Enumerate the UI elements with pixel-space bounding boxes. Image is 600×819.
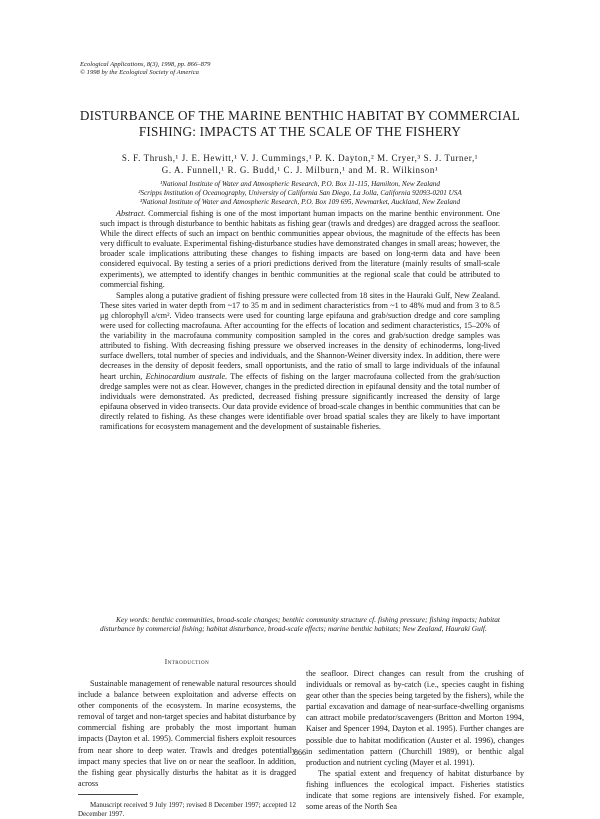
species-name: Echinocardium australe [145,371,226,381]
copyright-notice: © 1998 by the Ecological Society of America [80,69,199,76]
abstract-paragraph [100,291,500,432]
body-paragraph: Sustainable management of renewable natural resources should include a balance between exploitation and adverse effects on other components of the ecosystem. In marine ecosystems, the removal of target and non-target species and habitat disturbance by commercial fishing are probably the most important human impacts (Dayton et al. 1995). Commercial fishers exploit resources from near shore to deep water. Trawls and dredges potentially impact many species that live on or near the seafloor. In addition, the fishing gear physically disturbs the habitat as it is dragged across [78,679,296,788]
abstract-label: Abstract. [116,209,146,218]
section-heading-introduction: Introduction [164,658,210,666]
body-paragraph: The spatial extent and frequency of habitat disturbance by fishing influences the ecological impact. Fisheries statistics indicate that some regions are intensively fished. For example, some areas of the North Sea [306,768,524,812]
abstract-paragraph [100,209,500,290]
affiliations [70,180,530,208]
body-column-right [306,668,524,812]
abstract [100,209,500,432]
article-title: DISTURBANCE OF THE MARINE BENTHIC HABITAT BY COMMERCIAL FISHING: IMPACTS AT THE SCALE OF THE FISHERY [79,108,521,139]
journal-citation: Ecological Applications, 8(3), 1998, pp. 866–879 [80,61,211,68]
manuscript-footnote: Manuscript received 9 July 1997; revised 8 December 1997; accepted 12 December 1997. [78,800,296,818]
body-paragraph: the seafloor. Direct changes can result from the crushing of individuals or removal as by-catch (i.e., species caught in fishing gear other than the species being targeted by the fishers), while the partial excavation and damage of near-surface-dwelling organisms can attract mobile predator/scavengers (Britton and Morton 1994, Kaiser and Spencer 1994, Dayton et al. 1995). Further changes are possible due to habitat modification (Auster et al. 1996), changes in sedimentation pattern (Churchill 1989), or benthic algal production and nutrient cycling (Mayer et al. 1991). [306,669,524,767]
affiliation: ²Scripps Institution of Oceanography, University of California San Diego, La Jolla, California 92093-0201 USA [138,189,462,198]
journal-header [80,61,210,77]
author-line: G. A. Funnell,¹ R. G. Budd,¹ C. J. Milburn,¹ and M. R. Wilkinson¹ [161,165,439,176]
abstract-text: Commercial fishing is one of the most important human impacts on the marine benthic environment. One such impact is through disturbance to benthic habitats as fishing gear (trawls and dredges) are dragged across the seafloor. While the direct effects of such an impact on benthic communities appear obvious, the magnitude of the effects has been very difficult to evaluate. Experimental fishing-disturbance studies have demonstrated changes in small areas; however, the broader scale implications attributing these changes to fishing impacts are based on long-term data and have been considered equivocal. By testing a series of a priori predictions derived from the literature (mainly results of small-scale experiments), we attempted to identify changes in benthic communities at the regional scale that could be attributed to commercial fishing. [100,209,500,289]
author-line: S. F. Thrush,¹ J. E. Hewitt,¹ V. J. Cummings,¹ P. K. Dayton,² M. Cryer,³ S. J. Turner,¹ [121,153,479,163]
keywords: Key words: benthic communities, broad-scale changes; benthic community structure cf. fishing pressure; fishing impacts; habitat disturbance by commercial fishing; habitat disturbance, broad-scale effects; marine benthic habitats; New Zealand, Hauraki Gulf. [100,615,500,634]
author-list [60,152,540,177]
footnote-divider [78,794,138,795]
abstract-text: Samples along a putative gradient of fishing pressure were collected from 18 sites in the Hauraki Gulf, New Zealand. These sites varied in water depth from ~17 to 35 m and in sediment characteristics from ~1 to 48% mud and from 3 to 8.5 μg chlorophyll a/cm². Video transects were used for counting large epifauna and grab/suction dredge and core sampling were used for collecting macrofauna. After accounting for the effects of location and sediment characteristics, 15–20% of the variability in the macrofauna community composition sampled in the cores and grab/suction dredge samples was attributed to fishing. With decreasing fishing pressure we observed increases in the density of echinoderms, long-lived surface dwellers, total number of species and individuals, and the Shannon-Weiner diversity index. In addition, there were decreases in the density of deposit feeders, small opportunists, and the ratio of small to large individuals of the infaunal heart urchin, [100,290,500,381]
abstract-text: . The effects of fishing on the larger macrofauna collected from the grab/suction dredge samples were not as clear. However, changes in the predicted direction in epifaunal density and the total number of individuals were demonstrated. As predicted, decreased fishing pressure significantly increased the density of large epifauna observed in video transects. Our data provide evidence of broad-scale changes in benthic communities that can be directly related to fishing. As these changes were identifiable over broad spatial scales they are likely to have important ramifications for ecosystem management and the development of sustainable fisheries. [100,371,500,431]
affiliation: ³National Institute of Water and Atmospheric Research, P.O. Box 109 695, Newmarket, Auckland, New Zealand [139,198,461,207]
page-number: 866 [294,748,306,757]
affiliation: ¹National Institute of Water and Atmospheric Research, P.O. Box 11-115, Hamilton, New Zealand [160,180,440,188]
body-column-left [78,668,296,819]
